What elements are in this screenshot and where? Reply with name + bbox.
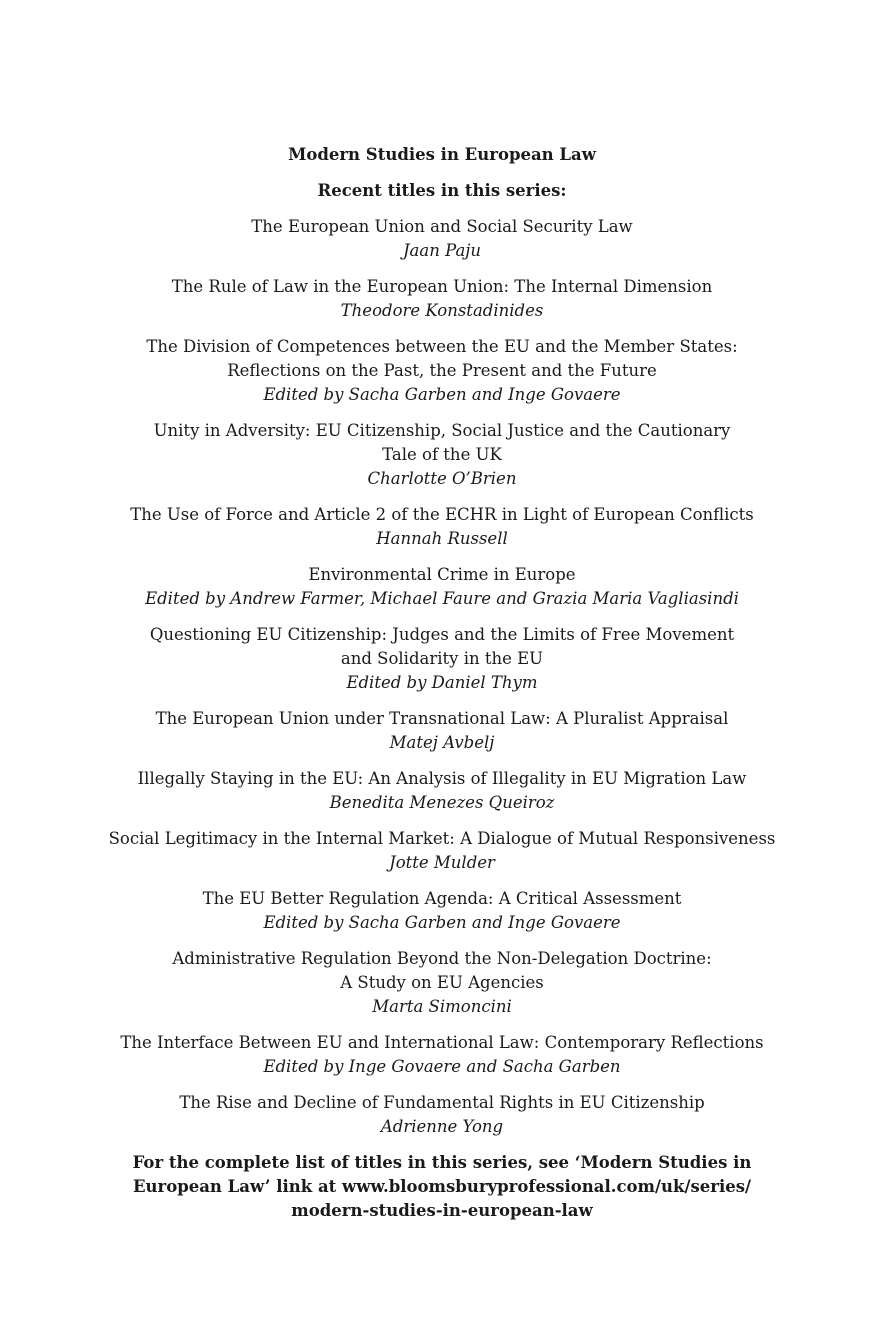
book-title-line: The Rule of Law in the European Union: The Internal Dimension: [171, 277, 713, 296]
book-author: Hannah Russell: [376, 529, 508, 548]
title-entry: [0, 215, 884, 263]
book-author: Jaan Paju: [402, 241, 482, 260]
title-entry: [0, 887, 884, 935]
book-title-line: Questioning EU Citizenship: Judges and the Limits of Free Movement: [149, 625, 735, 644]
title-entry: [0, 275, 884, 323]
book-title-line: Unity in Adversity: EU Citizenship, Social Justice and the Cautionary: [153, 421, 731, 440]
book-title-line: The European Union and Social Security Law: [251, 217, 633, 236]
title-entry: [0, 1091, 884, 1139]
title-entry: [0, 947, 884, 1019]
book-author: Edited by Andrew Farmer, Michael Faure and Grazia Maria Vagliasindi: [145, 589, 739, 608]
title-entry: [0, 707, 884, 755]
book-title-line: The Interface Between EU and International Law: Contemporary Reflections: [120, 1033, 764, 1052]
book-author: Edited by Sacha Garben and Inge Govaere: [263, 385, 621, 404]
series-page: [0, 143, 884, 1223]
series-title: Modern Studies in European Law: [288, 145, 596, 164]
title-entry: [0, 827, 884, 875]
footer-line: For the complete list of titles in this series, see ‘Modern Studies in: [132, 1153, 752, 1172]
book-title-line: Reflections on the Past, the Present and the Future: [227, 361, 657, 380]
book-title-line: The European Union under Transnational Law: A Pluralist Appraisal: [155, 709, 729, 728]
book-author: Adrienne Yong: [380, 1117, 504, 1136]
book-title-line: Social Legitimacy in the Internal Market: A Dialogue of Mutual Responsiveness: [108, 829, 776, 848]
book-author: Marta Simoncini: [372, 997, 512, 1016]
title-entry: [0, 563, 884, 611]
book-title-line: Tale of the UK: [382, 445, 502, 464]
book-author: Charlotte O’Brien: [367, 469, 517, 488]
book-author: Benedita Menezes Queiroz: [329, 793, 555, 812]
book-title-line: The EU Better Regulation Agenda: A Critical Assessment: [202, 889, 682, 908]
book-title-line: The Division of Competences between the EU and the Member States:: [146, 337, 738, 356]
book-title-line: The Use of Force and Article 2 of the ECHR in Light of European Conflicts: [130, 505, 754, 524]
book-author: Edited by Inge Govaere and Sacha Garben: [263, 1057, 621, 1076]
title-entry: [0, 767, 884, 815]
title-entry: [0, 623, 884, 695]
book-author: Jotte Mulder: [389, 853, 495, 872]
book-title-line: Administrative Regulation Beyond the Non-Delegation Doctrine:: [172, 949, 712, 968]
complete-list-note: [0, 1151, 884, 1223]
book-title-line: A Study on EU Agencies: [340, 973, 544, 992]
title-entry: [0, 419, 884, 491]
titles-list: [0, 215, 884, 1139]
book-author: Theodore Konstadinides: [340, 301, 544, 320]
title-entry: [0, 503, 884, 551]
recent-titles-heading: Recent titles in this series:: [317, 181, 567, 200]
book-author: Edited by Daniel Thym: [346, 673, 538, 692]
title-entry: [0, 335, 884, 407]
book-title-line: Illegally Staying in the EU: An Analysis of Illegality in EU Migration Law: [137, 769, 747, 788]
book-author: Matej Avbelj: [389, 733, 495, 752]
book-author: Edited by Sacha Garben and Inge Govaere: [263, 913, 621, 932]
book-title-line: and Solidarity in the EU: [340, 649, 544, 668]
footer-line: European Law’ link at www.bloomsburyprofessional.com/uk/series/: [132, 1177, 752, 1196]
book-title-line: Environmental Crime in Europe: [308, 565, 576, 584]
footer-line: modern-studies-in-european-law: [291, 1201, 593, 1220]
book-title-line: The Rise and Decline of Fundamental Rights in EU Citizenship: [179, 1093, 705, 1112]
title-entry: [0, 1031, 884, 1079]
